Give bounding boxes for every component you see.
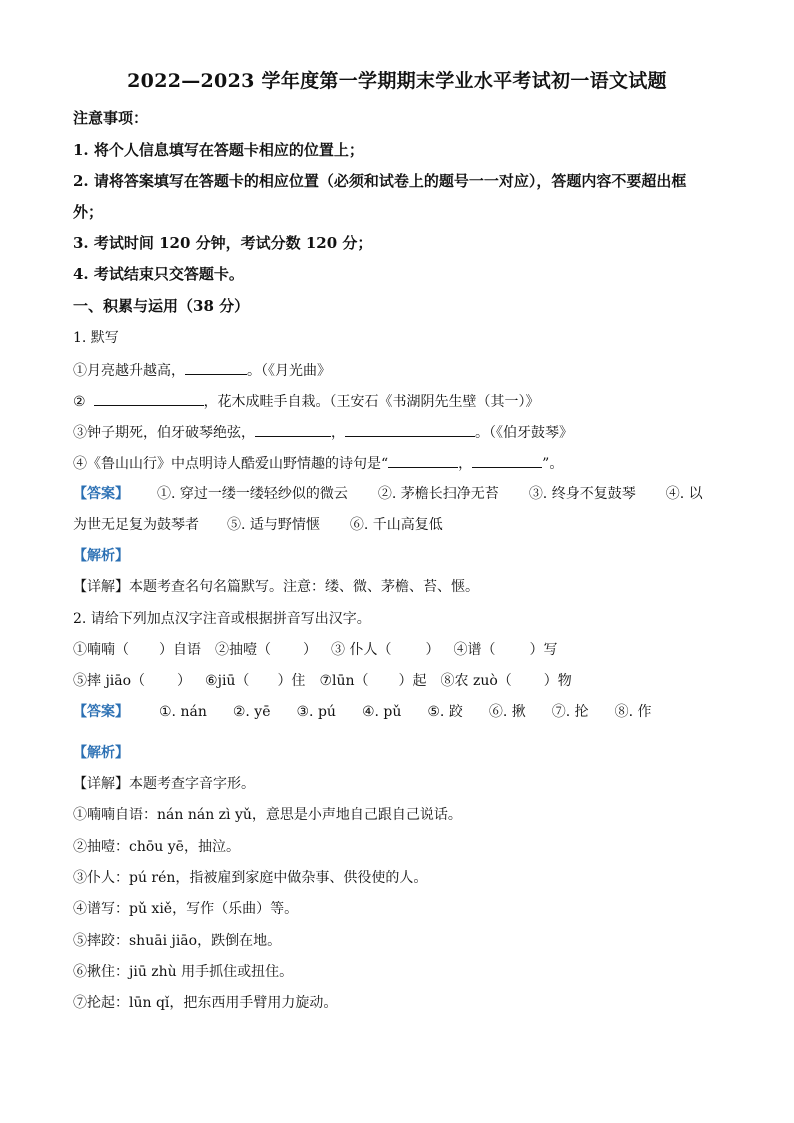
question-line [73, 359, 331, 381]
line-text: ④《鲁山山行》中点明诗人酷爱山野情趣的诗句是“ [73, 456, 389, 472]
answer-blank [472, 452, 542, 468]
answer-blank [345, 421, 475, 437]
item-text: ⑦lūn（ [319, 673, 369, 689]
answer-item: ⑤. 跤 [427, 704, 463, 720]
question-stem: 1. 默写 [73, 330, 119, 346]
answer-item: ①. nán [159, 704, 207, 720]
answer-item: ②. 茅檐长扫净无苔 [377, 486, 499, 502]
answer-tag: 【答案】 [73, 486, 129, 502]
answer-blank [185, 359, 247, 375]
answer-item: ⑦. 抡 [551, 704, 589, 720]
answer-item: ③. pú [296, 704, 336, 720]
detail-item: ②抽噎：chōu yē，抽泣。 [73, 839, 240, 855]
notice-item: 3. 考试时间 120 分钟，考试分数 120 分； [73, 234, 373, 252]
answer-line [73, 702, 652, 722]
answer-tag: 【答案】 [73, 704, 129, 720]
item-text: ）写 [529, 642, 558, 658]
answer-blank [388, 452, 458, 468]
answer-item: ⑤. 适与野情惬 [227, 517, 320, 533]
question-line [73, 671, 572, 691]
answer-item: ②. yē [232, 704, 271, 720]
item-text: ）物 [543, 673, 572, 689]
item-text: ⑥jiū（ [205, 673, 250, 689]
answer-line [73, 515, 443, 535]
line-text: ② [73, 394, 86, 410]
line-text: ， [331, 425, 345, 441]
item-text: ） [303, 642, 317, 658]
section-heading: 一、积累与运用（38 分） [73, 297, 250, 315]
item-text: ⑤摔 jiāo（ [73, 673, 146, 689]
detail-text: 【详解】本题考查名句名篇默写。注意：缕、微、茅檐、苔、惬。 [73, 579, 479, 595]
detail-text: 【详解】本题考查字音字形。 [73, 776, 255, 792]
notice-item: 1. 将个人信息填写在答题卡相应的位置上； [73, 141, 364, 159]
item-text: ⑧农 zuò（ [440, 673, 512, 689]
detail-item: ①喃喃自语：nán nán zì yǔ，意思是小声地自己跟自己说话。 [73, 807, 462, 823]
detail-item: ⑦抡起：lūn qǐ，把东西用手臂用力旋动。 [73, 995, 338, 1011]
answer-item: ①. 穿过一缕一缕轻纱似的微云 [157, 486, 348, 502]
item-text: ） [177, 673, 192, 689]
answer-item: ③. 终身不复鼓琴 [528, 486, 636, 502]
detail-item: ③仆人：pú rén，指被雇到家庭中做杂事、供役使的人。 [73, 870, 428, 886]
answer-item: ④. 以 [665, 486, 703, 502]
item-text: ）自语 [159, 642, 201, 658]
item-text: ②抽噎（ [215, 642, 271, 658]
line-text: ③钟子期死，伯牙破琴绝弦， [73, 425, 255, 441]
question-line [73, 390, 540, 412]
answer-blank [94, 390, 204, 406]
detail-item: ⑤摔跤：shuāi jiāo，跌倒在地。 [73, 933, 282, 949]
answer-item: 为世无足复为鼓琴者 [73, 517, 199, 533]
notice-item: 外； [73, 203, 104, 221]
line-text: ，花木成畦手自栽。（王安石《书湖阴先生壁（其一）》 [203, 394, 540, 410]
analysis-tag: 【解析】 [73, 745, 129, 761]
answer-item: ⑧. 作 [614, 704, 652, 720]
item-text: ③ 仆人（ [331, 642, 392, 658]
answer-line [73, 484, 703, 504]
line-text: 。（《月光曲》 [247, 363, 331, 379]
item-text: ）起 [398, 673, 427, 689]
line-text: ①月亮越升越高， [73, 363, 185, 379]
line-text: ， [458, 456, 473, 472]
item-text: ）住 [277, 673, 306, 689]
item-text: ④谱（ [453, 642, 496, 658]
line-text: ”。 [542, 456, 564, 472]
item-text: ） [425, 642, 440, 658]
detail-item: ⑥揪住：jiū zhù 用手抓住或扭住。 [73, 964, 294, 980]
notice-heading: 注意事项： [73, 109, 149, 127]
answer-blank [255, 421, 331, 437]
answer-item: ④. pǔ [361, 704, 402, 720]
analysis-tag: 【解析】 [73, 548, 129, 564]
notice-item: 2. 请将答案填写在答题卡的相应位置（必须和试卷上的题号一一对应），答题内容不要超出框 [73, 172, 687, 190]
detail-item: ④谱写：pǔ xiě，写作（乐曲）等。 [73, 901, 299, 917]
notice-item: 4. 考试结束只交答题卡。 [73, 265, 244, 283]
answer-item: ⑥. 千山高复低 [349, 517, 443, 533]
line-text: 。（《伯牙鼓琴》 [475, 425, 573, 441]
question-line [73, 640, 557, 660]
item-text: ①喃喃（ [73, 642, 129, 658]
answer-item: ⑥. 揪 [488, 704, 526, 720]
question-line [73, 421, 573, 443]
page-title: 2022—2023 学年度第一学期期末学业水平考试初一语文试题 [127, 70, 667, 92]
question-line [73, 452, 563, 474]
question-stem: 2. 请给下列加点汉字注音或根据拼音写出汉字。 [73, 611, 371, 627]
